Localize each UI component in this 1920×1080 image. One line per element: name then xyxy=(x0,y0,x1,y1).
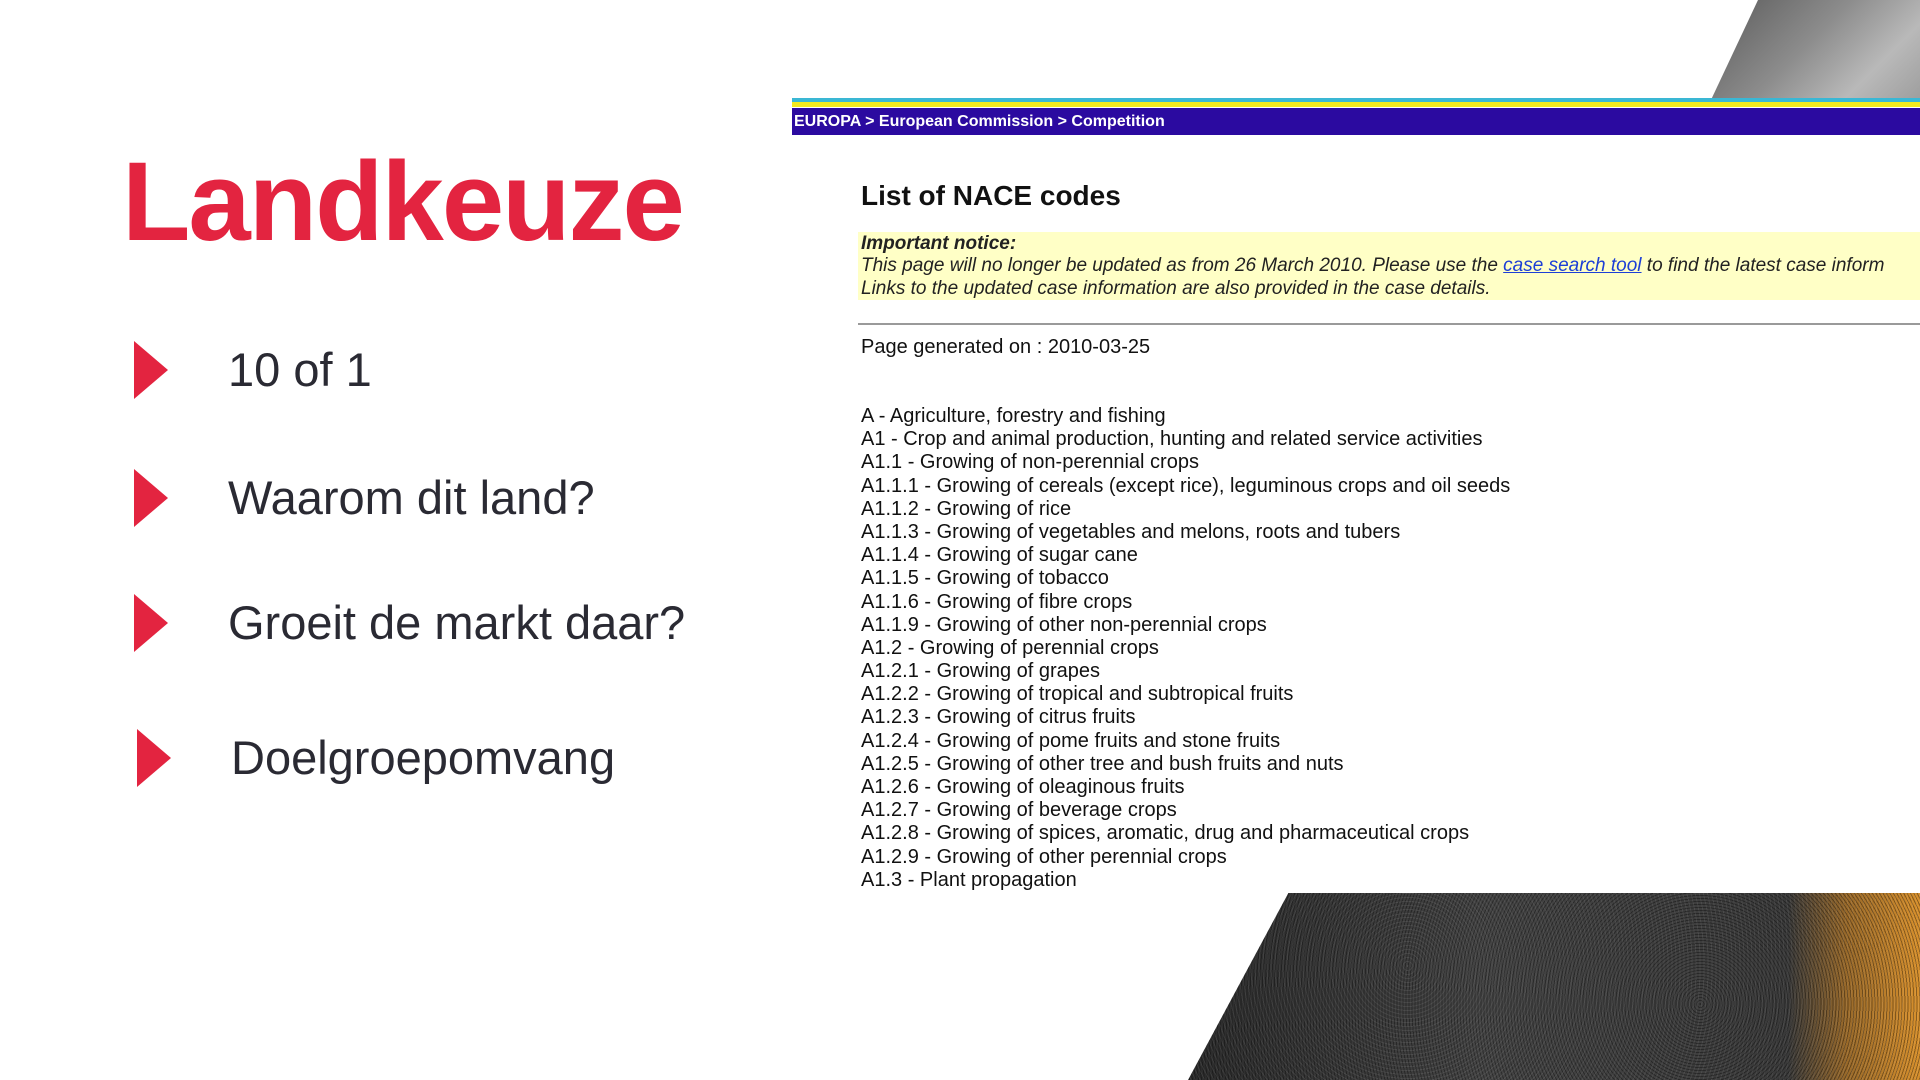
nace-code-item: A1.1.1 - Growing of cereals (except rice), leguminous crops and oil seeds xyxy=(861,474,1511,497)
bullet-list xyxy=(0,0,760,1080)
page-heading: List of NACE codes xyxy=(861,180,1121,211)
nace-code-item: A1.2.3 - Growing of citrus fruits xyxy=(861,706,1136,729)
case-search-tool-link: case search tool xyxy=(1503,255,1642,276)
nace-code-item: A - Agriculture, forestry and fishing xyxy=(861,405,1166,427)
nace-code-item: A1 - Crop and animal production, hunting and related service activities xyxy=(861,428,1483,451)
notice-line-1 xyxy=(861,255,1884,277)
embedded-webpage-screenshot xyxy=(792,98,1920,893)
notice-text: to find the latest case inform xyxy=(1641,255,1885,276)
bullet-text: Groeit de markt daar? xyxy=(228,596,686,649)
top-stripe-yellow xyxy=(792,102,1920,107)
nace-code-item: A1.2 - Growing of perennial crops xyxy=(861,636,1159,659)
nace-code-item: A1.1 - Growing of non-perennial crops xyxy=(861,451,1199,474)
notice-text: This page will no longer be updated as from 26 March 2010. Please use the xyxy=(861,255,1504,276)
nace-code-item: A1.2.1 - Growing of grapes xyxy=(861,660,1101,683)
nace-code-item: A1.2.9 - Growing of other perennial crops xyxy=(861,845,1227,868)
bullet-text: 10 of 1 xyxy=(228,343,372,396)
notice-line-2: Links to the updated case information are also provided in the case details. xyxy=(861,278,1491,299)
decorative-photo-top xyxy=(1710,0,1920,102)
slide-title: Landkeuze xyxy=(122,139,683,264)
red-triangle-icon xyxy=(134,594,168,652)
bullet-text: Waarom dit land? xyxy=(228,471,595,524)
important-notice xyxy=(858,232,1920,300)
red-triangle-icon xyxy=(134,341,168,399)
notice-title: Important notice: xyxy=(861,233,1017,254)
nace-code-item: A1.1.3 - Growing of vegetables and melons, roots and tubers xyxy=(861,520,1401,543)
nace-code-item: A1.2.6 - Growing of oleaginous fruits xyxy=(861,776,1185,798)
nace-code-item: A1.1.9 - Growing of other non-perennial crops xyxy=(861,613,1267,636)
decorative-photo-asphalt xyxy=(1188,890,1920,1080)
nace-code-item: A1.2.8 - Growing of spices, aromatic, drug and pharmaceutical crops xyxy=(861,822,1470,845)
nace-code-item: A1.1.2 - Growing of rice xyxy=(861,497,1072,520)
nace-code-item: A1.1.5 - Growing of tobacco xyxy=(861,567,1109,590)
nace-code-item: A1.2.2 - Growing of tropical and subtropical fruits xyxy=(861,683,1294,706)
nace-code-item: A1.2.4 - Growing of pome fruits and stone fruits xyxy=(861,729,1281,752)
nace-code-item: A1.2.5 - Growing of other tree and bush fruits and nuts xyxy=(861,752,1344,775)
nace-code-item: A1.2.7 - Growing of beverage crops xyxy=(861,799,1177,822)
nace-code-list xyxy=(861,405,1510,892)
red-triangle-icon xyxy=(134,469,168,527)
page-generated-date: Page generated on : 2010-03-25 xyxy=(861,336,1151,358)
nace-code-item: A1.1.4 - Growing of sugar cane xyxy=(861,544,1138,567)
breadcrumb: EUROPA > European Commission > Competition xyxy=(792,108,1920,135)
nace-code-item: A1.3 - Plant propagation xyxy=(861,868,1077,891)
divider xyxy=(858,323,1920,325)
bullet-text: Doelgroepomvang xyxy=(231,731,616,784)
nace-code-item: A1.1.6 - Growing of fibre crops xyxy=(861,590,1133,613)
red-triangle-icon xyxy=(137,729,171,787)
